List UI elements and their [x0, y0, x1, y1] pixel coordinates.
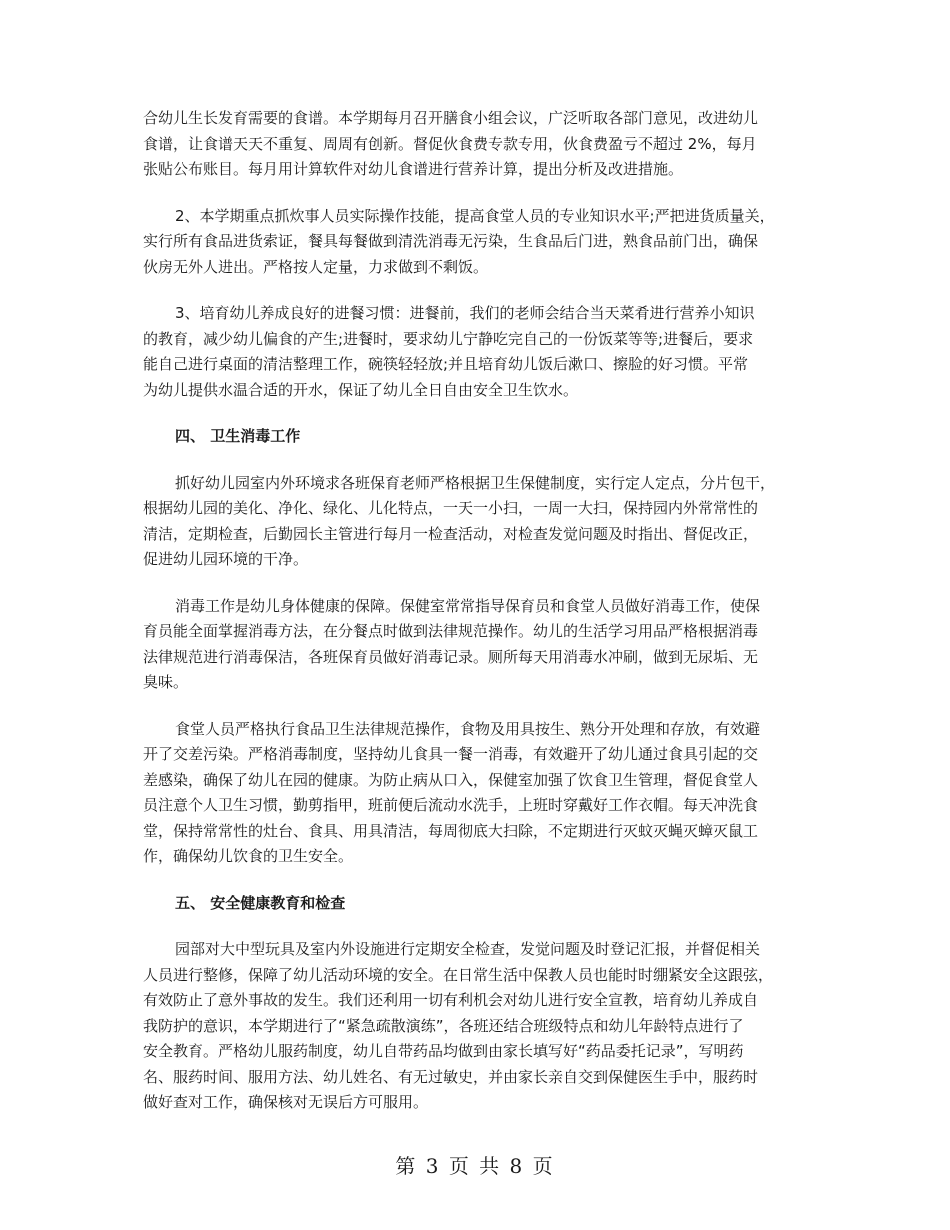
- paragraph-food-hygiene: [143, 717, 825, 870]
- paragraph-safety: [143, 937, 825, 1116]
- text-line: 食谱，让食谱天天不重复、周周有创新。督促伙食费专款专用，伙食费盈亏不超过 2%，每月: [143, 134, 757, 153]
- text-line: 法律规范进行消毒保洁，各班保育员做好消毒记录。厕所每天用消毒水冲刷，做到无尿垢、无: [143, 647, 759, 666]
- heading-hygiene-disinfection: 四、 卫生消毒工作: [175, 427, 301, 445]
- text-line: 根据幼儿园的美化、净化、绿化、儿化特点，一天一小扫，一周一大扫，保持园内外常常性的: [143, 499, 759, 517]
- text-line: 臭味。: [143, 673, 189, 691]
- paragraph-menu-planning: [143, 106, 825, 183]
- text-line: 安全教育。严格幼儿服药制度，幼儿自带药品均做到由家长填写好“药品委托记录”，写明药: [143, 1042, 744, 1060]
- text-line: 开了交差污染。严格消毒制度，坚持幼儿食具一餐一消毒，有效避开了幼儿通过食具引起的交: [143, 745, 759, 763]
- text-line: 人员进行整修，保障了幼儿活动环境的安全。在日常生活中保教人员也能时时绷紧安全这跟弦，: [143, 965, 774, 984]
- paragraph-disinfection: [143, 594, 825, 696]
- paragraph-environment: [143, 471, 825, 573]
- text-line: 名、服药时间、服用方法、幼儿姓名、有无过敏史，并由家长亲自交到保健医生手中，服药时: [143, 1067, 759, 1086]
- text-line: 差感染，确保了幼儿在园的健康。为防止病从口入，保健室加强了饮食卫生管理，督促食堂人: [143, 770, 759, 789]
- document-body: [143, 106, 825, 1137]
- text-line: 能自己进行桌面的清洁整理工作，碗筷轻轻放;并且培育幼儿饭后漱口、擦脸的好习惯。平常: [143, 355, 749, 373]
- text-line: 我防护的意识，本学期进行了“紧急疏散演练”，各班还结合班级特点和幼儿年龄特点进行了: [143, 1016, 744, 1035]
- text-line: 员注意个人卫生习惯，勤剪指甲，班前便后流动水洗手，上班时穿戴好工作衣帽。每天冲洗食: [143, 796, 759, 814]
- text-line: 有效防止了意外事故的发生。我们还利用一切有利机会对幼儿进行安全宣教，培育幼儿养成自: [143, 991, 759, 1009]
- text-line: 做好查对工作，确保核对无误后方可服用。: [143, 1093, 429, 1111]
- text-line: 促进幼儿园环境的干净。: [143, 550, 309, 568]
- text-line: 合幼儿生长发育需要的食谱。本学期每月召开膳食小组会议，广泛听取各部门意见，改进幼儿: [143, 109, 759, 127]
- page-footer: 第 3 页 共 8 页: [395, 1154, 555, 1178]
- text-line: 堂，保持常常性的灶台、食具、用具清洁，每周彻底大扫除，不定期进行灭蚊灭蝇灭蟑灭鼠工: [143, 821, 759, 840]
- text-line: 消毒工作是幼儿身体健康的保障。保健室常常指导保育员和食堂人员做好消毒工作，使保: [175, 596, 761, 615]
- text-line: 3、培育幼儿养成良好的进餐习惯：进餐前，我们的老师会结合当天菜肴进行营养小知识: [175, 304, 755, 322]
- text-line: 食堂人员严格执行食品卫生法律规范操作，食物及用具按生、熟分开处理和存放，有效避: [175, 719, 761, 738]
- text-line: 抓好幼儿园室内外环境求各班保育老师严格根据卫生保健制度，实行定人定点，分片包干，: [175, 473, 776, 492]
- text-line: 育员能全面掌握消毒方法，在分餐点时做到法律规范操作。幼儿的生活学习用品严格根据消毒: [143, 622, 759, 640]
- text-line: 园部对大中型玩具及室内外设施进行定期安全检查，发觉问题及时登记汇报，并督促相关: [175, 940, 761, 958]
- text-line: 的教育，减少幼儿偏食的产生;进餐时，要求幼儿宁静吃完自己的一份饭菜等等;进餐后，要求: [143, 329, 754, 348]
- text-line: 2、本学期重点抓炊事人员实际操作技能，提高食堂人员的专业知识水平;严把进货质量关，: [175, 206, 775, 225]
- text-line: 清洁，定期检查，后勤园长主管进行每月一检查活动，对检查发觉问题及时指出、督促改正，: [143, 524, 759, 543]
- paragraph-kitchen-skills: [143, 204, 825, 281]
- text-line: 为幼儿提供水温合适的开水，保证了幼儿全日自由安全卫生饮水。: [143, 380, 579, 399]
- text-line: 作，确保幼儿饮食的卫生安全。: [143, 847, 354, 865]
- text-line: 伙房无外人进出。严格按人定量，力求做到不剩饭。: [143, 257, 489, 276]
- text-line: 张贴公布账目。每月用计算软件对幼儿食谱进行营养计算，提出分析及改进措施。: [143, 160, 684, 178]
- paragraph-eating-habits: [143, 301, 825, 403]
- heading-safety-education: 五、 安全健康教育和检查: [175, 893, 346, 912]
- text-line: 实行所有食品进货索证，餐具每餐做到清洗消毒无污染，生食品后门进，熟食品前门出，确保: [143, 232, 759, 250]
